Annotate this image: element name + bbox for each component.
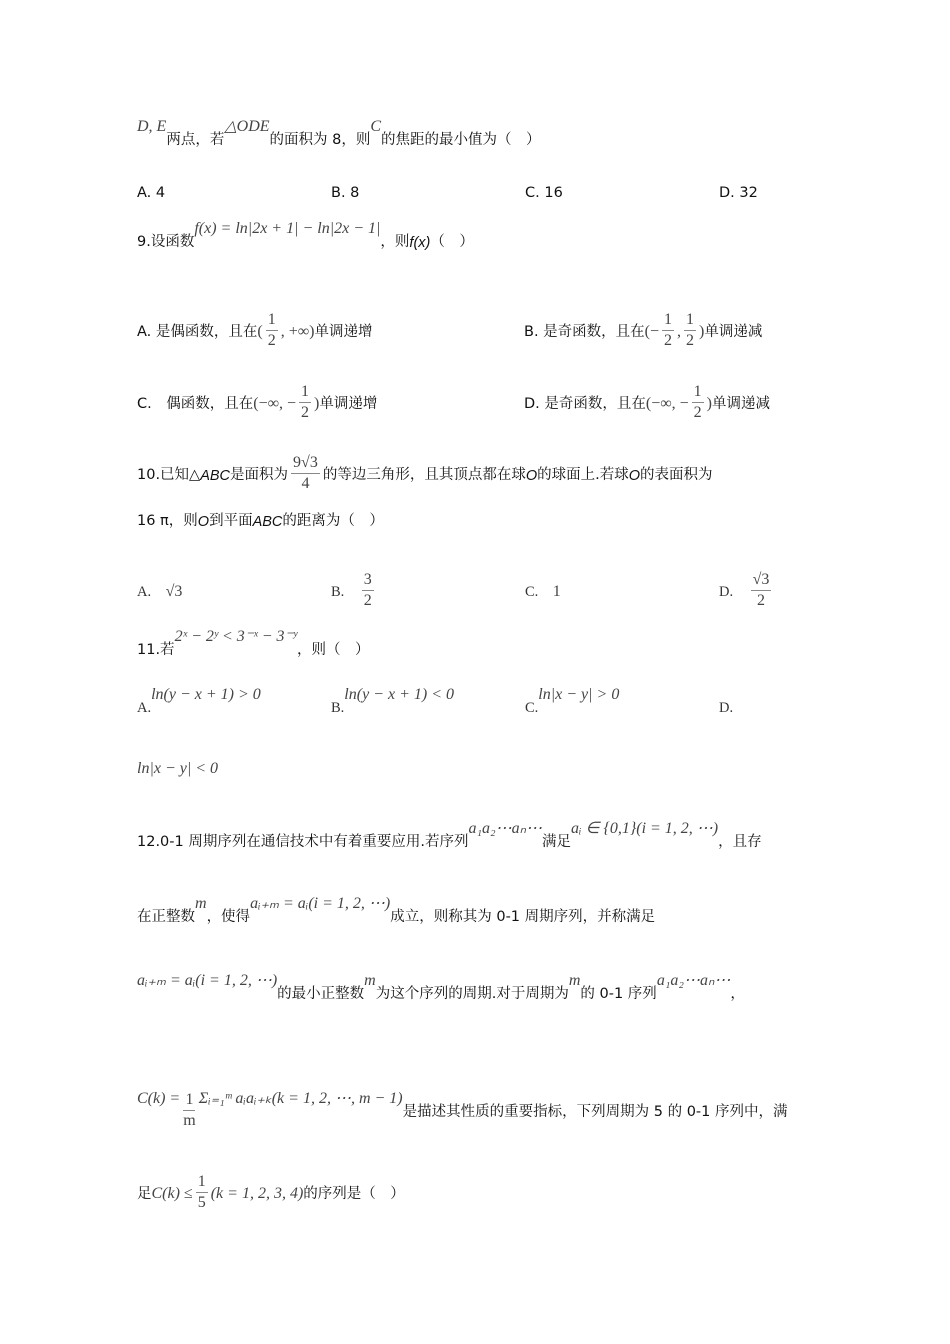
line-part — [137, 300, 524, 349]
text-segment: D. 32 — [719, 185, 758, 201]
q10-stem-line2 — [137, 509, 384, 530]
fraction — [183, 1090, 195, 1131]
text-segment: A. 4 — [137, 185, 166, 201]
fraction-denominator: 2 — [757, 592, 765, 609]
math-expression: a₁a₂⋯aₙ⋯ — [656, 972, 731, 989]
line-part — [137, 1162, 405, 1211]
math-expression: ABC — [252, 514, 283, 530]
q9-options-cd — [137, 372, 911, 421]
text-segment: A. — [137, 584, 166, 600]
text-segment: （ ） — [430, 234, 474, 250]
line-part — [524, 372, 911, 421]
math-expression: ( — [257, 323, 263, 340]
line-part — [524, 300, 911, 349]
text-segment: 12.0-1 周期序列在通信技术中有着重要应用.若序列 — [137, 834, 469, 850]
fraction-denominator: 2 — [686, 332, 695, 349]
q12-stem-line2 — [137, 895, 656, 926]
math-expression: aᵢ ∈ {0,1}(i = 1, 2, ⋯) — [570, 820, 719, 837]
text-segment: 的面积为 8，则 — [269, 132, 371, 148]
text-segment: B. — [331, 584, 359, 600]
text-segment: 成立，则称其为 0-1 周期序列，并称满足 — [390, 909, 656, 925]
fraction-denominator: 2 — [363, 592, 372, 609]
math-expression: (−∞, − — [645, 395, 689, 412]
line-part — [137, 895, 656, 926]
math-expression: 2ˣ − 2ʸ < 3⁻ˣ − 3⁻ʸ — [174, 628, 298, 645]
fraction-numerator: √3 — [751, 570, 772, 591]
math-expression: O — [628, 468, 640, 484]
line-part — [137, 372, 524, 421]
text-segment: 单调递减 — [712, 396, 770, 412]
math-expression: ) — [699, 323, 705, 340]
text-segment: D. 是奇函数，且在 — [524, 396, 646, 412]
math-expression: (−∞, − — [253, 395, 297, 412]
fraction-numerator: 1 — [662, 310, 674, 331]
fraction-numerator: 1 — [299, 382, 311, 403]
fraction — [684, 310, 696, 351]
line-part — [719, 700, 913, 717]
text-segment: D. — [719, 700, 734, 716]
fraction-denominator: 2 — [664, 332, 673, 349]
math-expression: ln|x − y| < 0 — [137, 760, 219, 777]
q12-stem-line5 — [137, 1162, 405, 1211]
text-segment: 的最小正整数 — [277, 986, 365, 1002]
text-segment: C. 偶函数，且在 — [137, 396, 254, 412]
line-part — [137, 972, 745, 1003]
line-part — [525, 686, 719, 717]
line-part — [137, 118, 541, 149]
text-segment: 的距离为（ ） — [282, 513, 384, 529]
text-segment: 9.设函数 — [137, 234, 195, 250]
line-part — [137, 509, 384, 530]
q9-stem — [137, 220, 474, 251]
text-segment: 足 — [137, 1186, 152, 1202]
math-expression: C(k) ≤ — [151, 1185, 193, 1202]
line-part — [137, 580, 331, 601]
line-part — [331, 560, 525, 609]
math-expression: , +∞) — [280, 323, 315, 340]
math-expression: ln(y − x + 1) > 0 — [151, 686, 261, 703]
text-segment: B. — [331, 700, 345, 716]
text-segment: 的 0-1 序列 — [580, 986, 657, 1002]
math-expression: , — [677, 323, 682, 340]
text-segment: 16 π，则 — [137, 513, 198, 529]
text-segment: 单调递增 — [314, 324, 373, 340]
q10-stem-line1 — [137, 443, 713, 492]
q11-option-d-text — [137, 760, 218, 778]
math-expression: ln(y − x + 1) < 0 — [344, 686, 454, 703]
math-expression: ABC — [200, 468, 231, 484]
text-segment: 单调递增 — [319, 396, 378, 412]
fraction-denominator: 2 — [693, 404, 702, 421]
text-segment: B. 8 — [331, 185, 360, 201]
math-expression: aᵢ₊ₘ = aᵢ(i = 1, 2, ⋯) — [137, 972, 278, 989]
text-segment: 的球面上.若球 — [537, 467, 629, 483]
text-segment: A. 是偶函数，且在 — [137, 324, 258, 340]
fraction — [751, 570, 772, 611]
fraction — [662, 310, 674, 351]
text-segment: ，则 — [380, 234, 410, 250]
text-segment: 10.已知△ — [137, 467, 201, 483]
math-expression: (− — [644, 323, 660, 340]
line-part — [719, 560, 913, 609]
text-segment: 到平面 — [209, 513, 253, 529]
fraction — [196, 1172, 208, 1213]
fraction-denominator: 2 — [301, 404, 310, 421]
text-segment: 11.若 — [137, 642, 175, 658]
text-segment: ，使得 — [206, 909, 251, 925]
fraction — [299, 382, 311, 423]
text-segment: 是面积为 — [230, 467, 289, 483]
math-expression: f(x) — [409, 235, 431, 251]
fraction-numerator: 1 — [183, 1090, 195, 1111]
text-segment: 的等边三角形，且其顶点都在球 — [322, 467, 526, 483]
math-expression: aᵢ₊ₘ = aᵢ(i = 1, 2, ⋯) — [250, 895, 391, 912]
math-expression: f(x) = ln|2x + 1| − ln|2x − 1| — [194, 220, 381, 237]
q8-options — [137, 185, 913, 201]
math-expression: a₁a₂⋯aₙ⋯ — [468, 820, 542, 837]
line-part — [719, 185, 913, 201]
math-expression: D, E — [137, 118, 167, 135]
fraction-denominator: 2 — [267, 332, 276, 349]
math-expression: ) — [706, 395, 712, 412]
q10-options — [137, 560, 913, 609]
q8-stem-line — [137, 118, 541, 149]
text-segment: 在正整数 — [137, 909, 195, 925]
line-part — [137, 185, 331, 201]
math-expression: O — [197, 514, 210, 530]
fraction-denominator: m — [183, 1112, 196, 1129]
text-segment: C. — [525, 584, 553, 600]
text-segment: B. 是奇函数，且在 — [524, 324, 645, 340]
math-expression: △ODE — [224, 118, 270, 135]
q12-stem-line4 — [137, 1080, 788, 1129]
text-segment: ，则（ ） — [297, 642, 370, 658]
line-part — [525, 185, 719, 201]
text-segment: 的焦距的最小值为（ ） — [381, 132, 541, 148]
text-segment: 满足 — [541, 834, 571, 850]
math-expression: C — [370, 118, 382, 135]
text-segment: 的序列是（ ） — [303, 1186, 405, 1202]
fraction — [291, 453, 320, 494]
line-part — [137, 443, 713, 492]
fraction — [692, 382, 704, 423]
math-expression: 1 — [552, 583, 561, 600]
fraction-numerator: 1 — [692, 382, 704, 403]
q11-stem — [137, 628, 370, 659]
text-segment: ，且存 — [718, 834, 762, 850]
math-expression: ) — [314, 395, 320, 412]
fraction-numerator: 9√3 — [291, 453, 320, 474]
fraction — [362, 570, 374, 611]
text-segment: A. — [137, 700, 152, 716]
text-segment: 的表面积为 — [640, 467, 713, 483]
text-segment: 为这个序列的周期.对于周期为 — [375, 986, 569, 1002]
text-segment: D. — [719, 584, 748, 600]
fraction-numerator: 1 — [684, 310, 696, 331]
line-part — [525, 580, 719, 601]
math-expression: O — [525, 468, 538, 484]
math-expression: m — [195, 895, 207, 912]
line-part — [137, 820, 762, 851]
line-part — [137, 628, 370, 659]
line-part — [137, 220, 474, 251]
text-segment: C. — [525, 700, 539, 716]
math-expression: Σᵢ₌₁ᵐ aᵢaᵢ₊ₖ(k = 1, 2, ⋯, m − 1) — [198, 1090, 403, 1107]
line-part — [137, 1080, 788, 1129]
line-part — [331, 686, 525, 717]
q9-options-ab — [137, 300, 911, 349]
fraction-numerator: 1 — [196, 1172, 208, 1193]
q11-options — [137, 686, 913, 717]
text-segment: 是描述其性质的重要指标，下列周期为 5 的 0-1 序列中，满 — [402, 1104, 788, 1120]
text-segment: 单调递减 — [704, 324, 763, 340]
math-expression: m — [568, 972, 581, 989]
q12-stem-line1 — [137, 820, 762, 851]
text-segment: C. 16 — [525, 185, 563, 201]
fraction-denominator: 4 — [301, 475, 310, 492]
math-expression: √3 — [165, 583, 183, 600]
line-part — [137, 760, 218, 778]
fraction — [266, 310, 278, 351]
math-expression: ln|x − y| > 0 — [538, 686, 620, 703]
math-expression: (k = 1, 2, 3, 4) — [210, 1185, 304, 1202]
text-segment: ， — [730, 986, 745, 1002]
fraction-numerator: 1 — [266, 310, 278, 331]
math-expression: C(k) = — [137, 1090, 181, 1107]
line-part — [137, 686, 331, 717]
text-segment: 两点，若 — [166, 132, 225, 148]
fraction-denominator: 5 — [197, 1194, 206, 1211]
fraction-numerator: 3 — [362, 570, 374, 591]
line-part — [331, 185, 525, 201]
math-expression: m — [364, 972, 376, 989]
q12-stem-line3 — [137, 972, 745, 1003]
